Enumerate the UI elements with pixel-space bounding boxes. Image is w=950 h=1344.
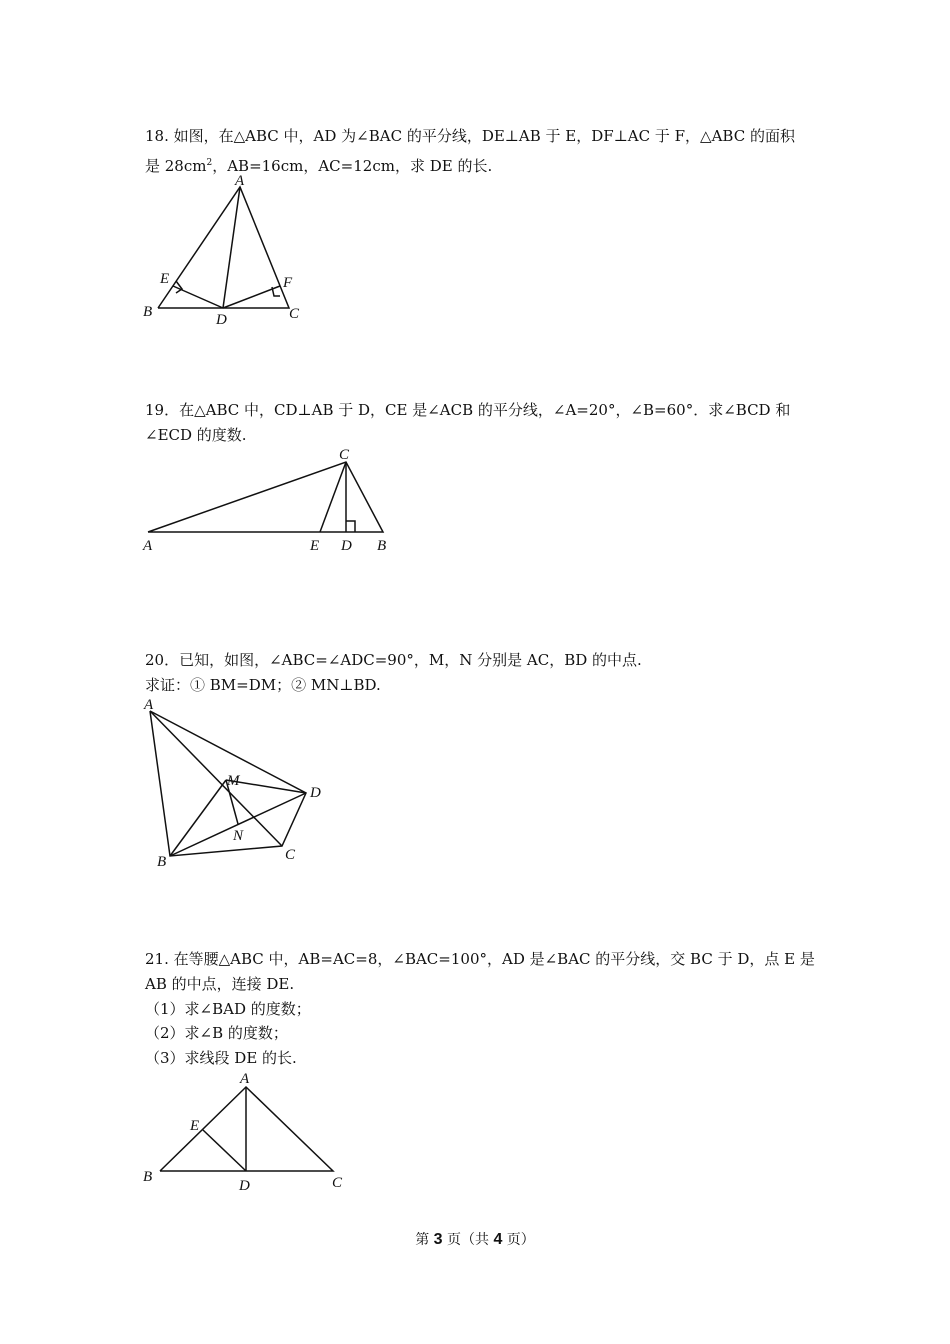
q20-line1: 20．已知，如图，∠ABC=∠ADC=90°，M，N 分别是 AC，BD 的中点.	[145, 651, 642, 669]
footer-middle: 页（共	[442, 1232, 494, 1248]
q20-line2: 求证：① BM=DM；② MN⊥BD.	[145, 676, 381, 694]
q21-label-d: D	[239, 1178, 250, 1194]
q18-line2	[145, 153, 492, 176]
q18-label-f: F	[283, 275, 293, 291]
q21-sub2: （2）求∠B 的度数；	[145, 1024, 288, 1042]
q20-label-c: C	[285, 847, 296, 863]
q20-label-n: N	[233, 828, 244, 844]
q20-label-a: A	[144, 697, 154, 713]
q18-line1: 18. 如图，在△ABC 中，AD 为∠BAC 的平分线，DE⊥AB 于 E，DF⊥AC 于 F，△ABC 的面积	[145, 127, 795, 145]
q18-label-e: E	[160, 271, 170, 287]
q18-superscript: 2	[206, 158, 213, 168]
q19-label-a: A	[143, 538, 153, 554]
q21-label-b: B	[143, 1169, 153, 1185]
footer-prefix: 第	[415, 1232, 434, 1248]
q19-label-c: C	[339, 447, 350, 463]
q19-line2: ∠ECD 的度数.	[145, 426, 247, 444]
q20-label-d: D	[310, 785, 321, 801]
q20-label-m: M	[227, 773, 240, 789]
q18-label-a: A	[235, 173, 245, 189]
q19-label-e: E	[310, 538, 320, 554]
q18-label-c: C	[289, 306, 300, 322]
q18-line2b: ，AB=16cm，AC=12cm，求 DE 的长.	[212, 157, 493, 175]
footer-total-pages: 4	[493, 1231, 503, 1248]
footer-suffix: 页）	[502, 1232, 535, 1248]
q21-label-c: C	[332, 1175, 343, 1191]
q21-sub3: （3）求线段 DE 的长.	[145, 1049, 297, 1067]
q19-label-d: D	[341, 538, 352, 554]
q18-label-d: D	[216, 312, 227, 328]
page-footer	[0, 1229, 950, 1249]
q20-label-b: B	[157, 854, 167, 870]
q18-line2a: 是 28cm	[145, 157, 207, 175]
q21-sub1: （1）求∠BAD 的度数；	[145, 1000, 311, 1018]
q19-label-b: B	[377, 538, 387, 554]
q21-label-a: A	[240, 1071, 250, 1087]
footer-page-number: 3	[433, 1231, 443, 1248]
q21-line1: 21. 在等腰△ABC 中，AB=AC=8，∠BAC=100°，AD 是∠BAC 的平分线，交 BC 于 D，点 E 是	[145, 950, 815, 968]
q18-label-b: B	[143, 304, 153, 320]
q21-line2: AB 的中点，连接 DE.	[145, 975, 295, 993]
q19-line1: 19．在△ABC 中，CD⊥AB 于 D，CE 是∠ACB 的平分线，∠A=20°，∠B=60°．求∠BCD 和	[145, 401, 791, 419]
q21-label-e: E	[190, 1118, 200, 1134]
